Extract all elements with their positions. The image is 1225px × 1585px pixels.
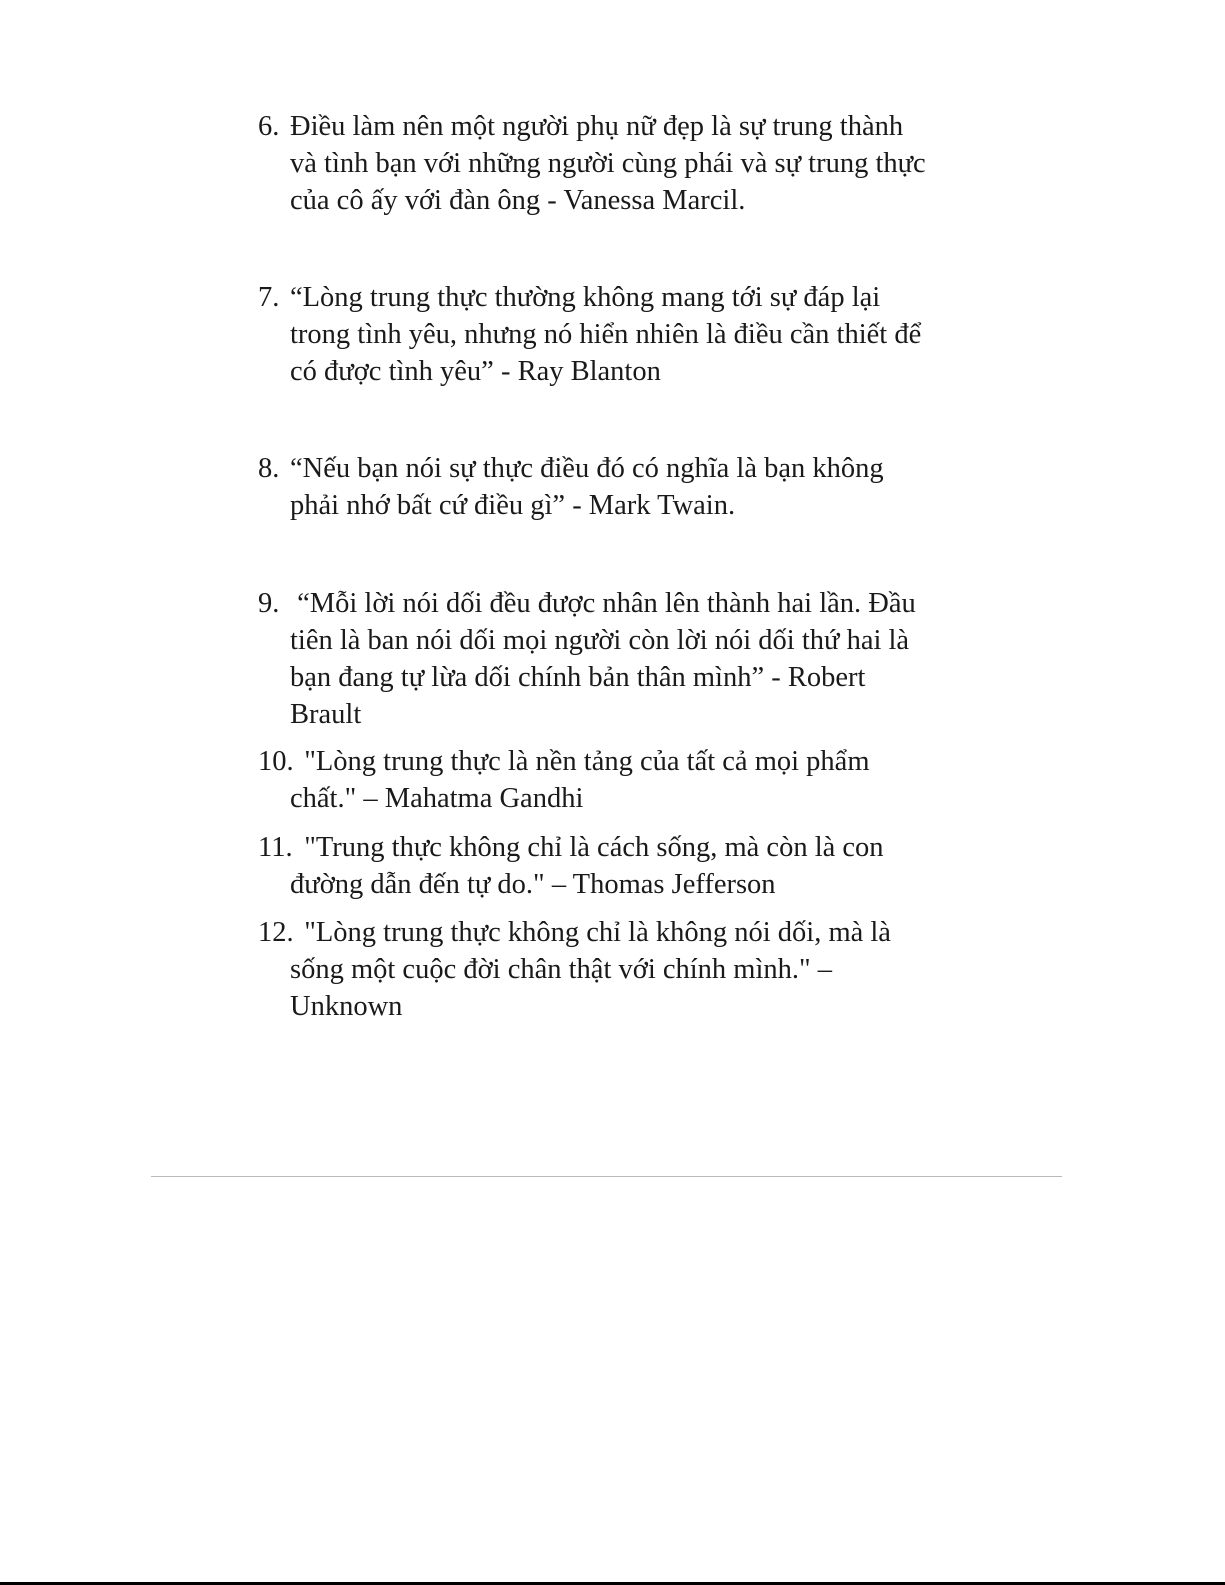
- quote-number: 10.: [258, 746, 294, 777]
- quote-line: "Lòng trung thực không chỉ là không nói dối, mà là: [290, 917, 891, 948]
- quote-line: chất." – Mahatma Gandhi: [290, 783, 584, 814]
- quote-line: sống một cuộc đời chân thật với chính mình." –: [290, 954, 833, 985]
- quote-number: 9.: [258, 588, 280, 619]
- quote-line: Brault: [290, 699, 362, 730]
- page-divider: [151, 1176, 1062, 1177]
- quote-number: 7.: [258, 282, 280, 313]
- quote-line: “Mỗi lời nói dối đều được nhân lên thành hai lần. Đầu: [290, 588, 916, 619]
- quote-line: đường dẫn đến tự do." – Thomas Jefferson: [290, 869, 776, 900]
- quote-item-12: [258, 914, 978, 1025]
- quote-item-9: [258, 585, 978, 733]
- quote-line: của cô ấy với đàn ông - Vanessa Marcil.: [290, 185, 746, 216]
- quote-number: 8.: [258, 453, 280, 484]
- quote-line: “Lòng trung thực thường không mang tới sự đáp lại: [290, 282, 881, 313]
- quote-number: 6.: [258, 111, 280, 142]
- quote-line: "Trung thực không chỉ là cách sống, mà còn là con: [290, 832, 884, 863]
- quote-line: có được tình yêu” - Ray Blanton: [290, 356, 661, 387]
- quote-item-11: [258, 829, 978, 903]
- quote-text: [290, 279, 978, 390]
- quote-text: [290, 108, 978, 219]
- quote-text: [290, 829, 978, 903]
- quote-line: Unknown: [290, 991, 403, 1022]
- quote-text: [290, 743, 978, 817]
- quote-text: [290, 585, 978, 733]
- quote-item-8: [258, 450, 978, 524]
- quote-line: trong tình yêu, nhưng nó hiển nhiên là điều cần thiết để: [290, 319, 922, 350]
- quote-line: phải nhớ bất cứ điều gì” - Mark Twain.: [290, 490, 736, 521]
- quote-number: 12.: [258, 917, 294, 948]
- quote-line: và tình bạn với những người cùng phái và sự trung thực: [290, 148, 926, 179]
- quote-line: bạn đang tự lừa dối chính bản thân mình” - Robert: [290, 662, 866, 693]
- quote-item-7: [258, 279, 978, 390]
- quote-line: “Nếu bạn nói sự thực điều đó có nghĩa là bạn không: [290, 453, 884, 484]
- quote-line: "Lòng trung thực là nền tảng của tất cả mọi phẩm: [290, 746, 870, 777]
- quote-line: Điều làm nên một người phụ nữ đẹp là sự trung thành: [290, 111, 904, 142]
- quote-number: 11.: [258, 832, 293, 863]
- quote-text: [290, 914, 978, 1025]
- quote-item-10: [258, 743, 978, 817]
- quote-line: tiên là ban nói dối mọi người còn lời nói dối thứ hai là: [290, 625, 910, 656]
- quote-text: [290, 450, 978, 524]
- quote-item-6: [258, 108, 978, 219]
